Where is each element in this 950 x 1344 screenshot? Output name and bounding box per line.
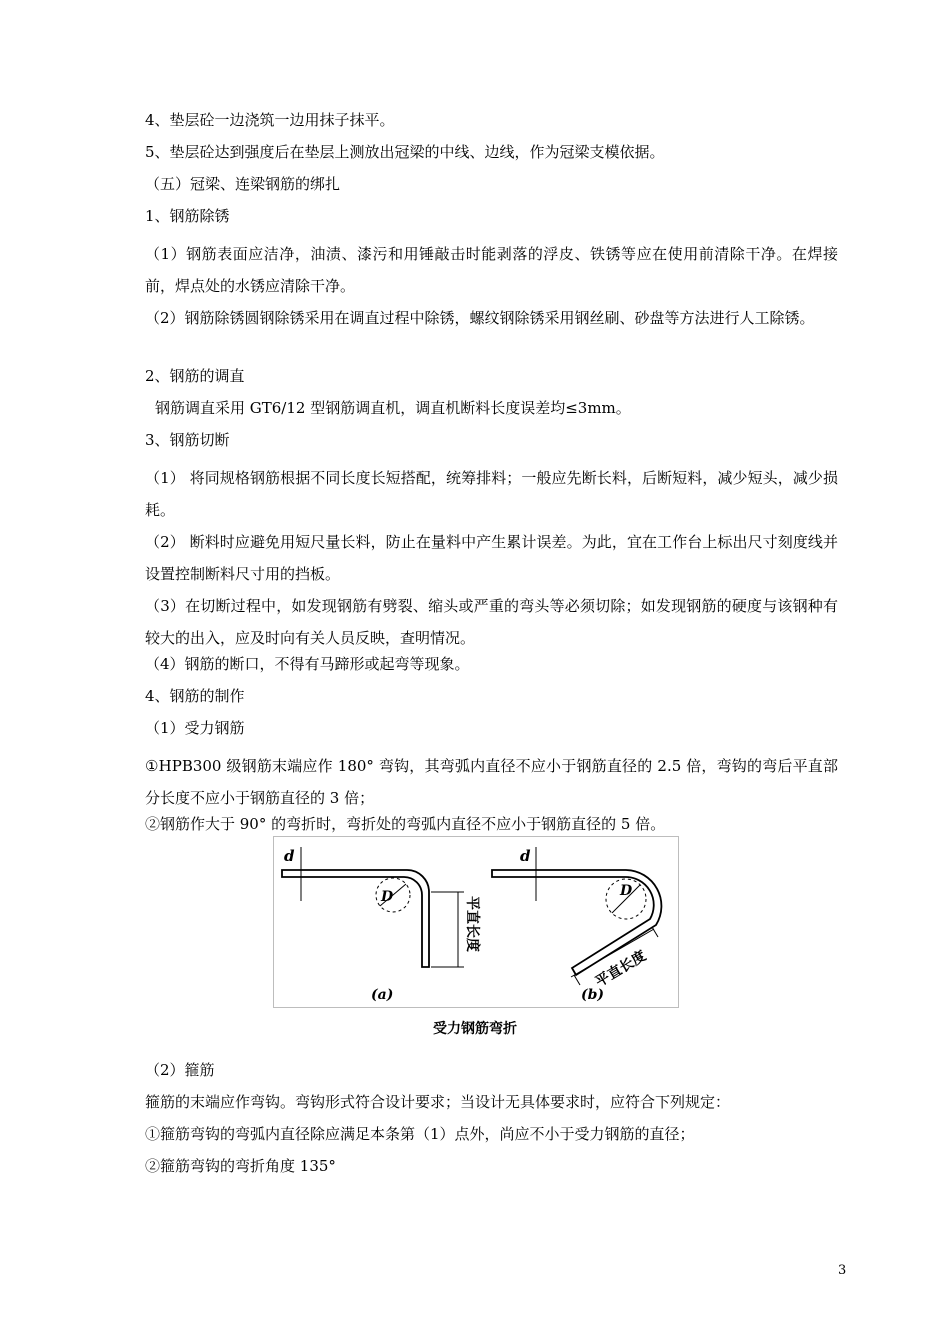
figure-b-d-label: d bbox=[520, 847, 531, 865]
paragraph-cutting-3-text: （3）在切断过程中，如发现钢筋有劈裂、缩头或严重的弯头等必须切除；如发现钢筋的硬度与该钢种有较大的出入，应及时向有关人员反映，查明情况。 bbox=[145, 597, 838, 647]
section-heading-5: （五）冠梁、连梁钢筋的绑扎 bbox=[145, 175, 341, 193]
paragraph-main-bar-1-text: ①HPB300 级钢筋末端应作 180° 弯钩，其弯弧内直径不应小于钢筋直径的 2.5 倍，弯钩的弯后平直部分长度不应小于钢筋直径的 3 倍； bbox=[145, 757, 838, 807]
rebar-bend-diagram bbox=[274, 837, 678, 1007]
figure-b-straight-length-label: 平直长度 bbox=[592, 947, 650, 991]
paragraph-cutting-3 bbox=[145, 590, 838, 654]
figure-a-d-label: d bbox=[284, 847, 295, 865]
subheading-cutting: 3、钢筋切断 bbox=[145, 431, 230, 449]
paragraph-rust-1 bbox=[145, 238, 838, 302]
paragraph-stirrup-2: ①箍筋弯钩的弯弧内直径除应满足本条第（1）点外，尚应不小于受力钢筋的直径； bbox=[145, 1125, 695, 1143]
subheading-stirrup: （2）箍筋 bbox=[145, 1061, 215, 1079]
paragraph-cutting-4: （4）钢筋的断口，不得有马蹄形或起弯等现象。 bbox=[145, 655, 470, 673]
figure-a-rebar bbox=[282, 870, 429, 967]
paragraph-cutting-2-text: （2） 断料时应避免用短尺量长料，防止在量料中产生累计误差。为此，宜在工作台上标出尺寸刻度线并设置控制断料尺寸用的挡板。 bbox=[145, 533, 838, 583]
figure-b-caption: (b) bbox=[581, 987, 605, 1003]
paragraph-1: 4、垫层砼一边浇筑一边用抹子抹平。 bbox=[145, 111, 395, 129]
paragraph-rust-2 bbox=[145, 302, 838, 334]
subheading-main-bar: （1）受力钢筋 bbox=[145, 719, 245, 737]
paragraph-rust-1-text: （1）钢筋表面应洁净，油渍、漆污和用锤敲击时能剥落的浮皮、铁锈等应在使用前清除干净。在焊接前，焊点处的水锈应清除干净。 bbox=[145, 245, 838, 295]
paragraph-stirrup-3: ②箍筋弯钩的弯折角度 135° bbox=[145, 1157, 336, 1175]
subheading-straightening: 2、钢筋的调直 bbox=[145, 367, 245, 385]
figure-a-straight-length-label: 平直长度 bbox=[464, 896, 480, 952]
rebar-bend-figure bbox=[273, 836, 679, 1008]
figure-a-D-label: D bbox=[381, 889, 394, 905]
figure-a-caption: (a) bbox=[371, 987, 394, 1003]
subheading-fabrication: 4、钢筋的制作 bbox=[145, 687, 245, 705]
paragraph-cutting-1-text: （1） 将同规格钢筋根据不同长度长短搭配，统筹排料；一般应先断长料，后断短料，减少短头，减少损耗。 bbox=[145, 469, 838, 519]
figure-b-D-label: D bbox=[620, 883, 633, 899]
paragraph-cutting-2 bbox=[145, 526, 838, 590]
subheading-rust-removal: 1、钢筋除锈 bbox=[145, 207, 230, 225]
paragraph-2: 5、垫层砼达到强度后在垫层上测放出冠梁的中线、边线，作为冠梁支模依据。 bbox=[145, 143, 665, 161]
paragraph-cutting-1 bbox=[145, 462, 838, 526]
paragraph-main-bar-1 bbox=[145, 750, 838, 814]
paragraph-main-bar-2: ②钢筋作大于 90° 的弯折时，弯折处的弯弧内直径不应小于钢筋直径的 5 倍。 bbox=[145, 815, 666, 833]
page-number: 3 bbox=[838, 1263, 847, 1278]
paragraph-straightening: 钢筋调直采用 GT6/12 型钢筋调直机，调直机断料长度误差均≤3mm。 bbox=[155, 399, 631, 417]
paragraph-stirrup-1: 箍筋的末端应作弯钩。弯钩形式符合设计要求；当设计无具体要求时，应符合下列规定： bbox=[145, 1093, 731, 1111]
paragraph-rust-2-text: （2）钢筋除锈圆钢除锈采用在调直过程中除锈，螺纹钢除锈采用钢丝刷、砂盘等方法进行人工除锈。 bbox=[145, 309, 815, 327]
figure-caption: 受力钢筋弯折 bbox=[433, 1021, 517, 1037]
